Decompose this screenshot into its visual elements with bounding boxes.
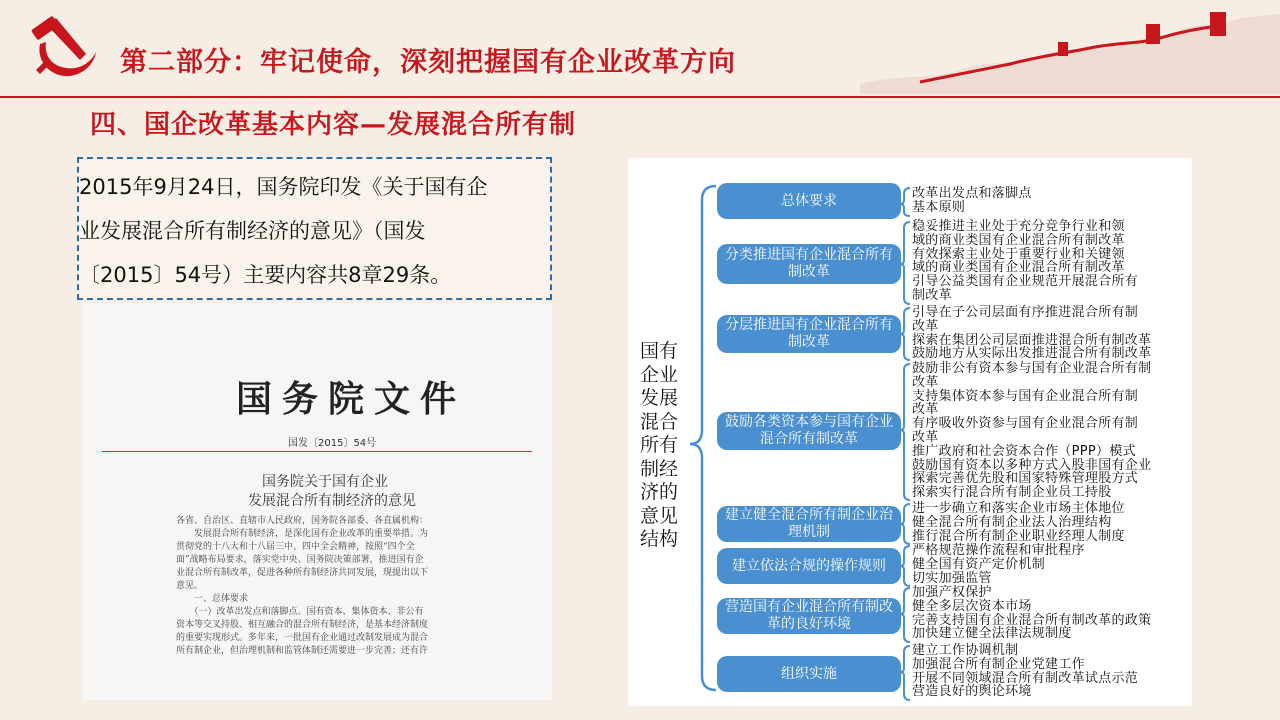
- list-item: 营造良好的舆论环境: [912, 684, 1032, 700]
- branch-items-rules: [912, 544, 1085, 585]
- list-item: 有序吸收外资参与国有企业混合所有制: [912, 416, 1139, 432]
- document-line: 资本等交叉持股、相互融合的混合所有制经济，是基本经济制度: [176, 620, 429, 630]
- list-item: 加快建立健全法律法规制度: [912, 626, 1072, 642]
- list-item: 改革: [912, 429, 939, 445]
- list-item: 加强混合所有制企业党建工作: [912, 656, 1085, 672]
- intro-line: 〔2015〕54号）主要内容共8章29条。: [79, 263, 452, 287]
- document-line: 贯彻党的十八大和十八届三中、四中全会精神，按照“四个全: [176, 542, 415, 552]
- list-item: 健全国有资产定价机制: [912, 556, 1046, 572]
- branch-items-overall: [912, 187, 1032, 215]
- list-item: 鼓励地方从实际出发推进混合所有制改革: [912, 346, 1152, 362]
- branch-label: 组织实施: [781, 665, 837, 682]
- branch-items-environment: [912, 586, 1151, 641]
- branch-items-capital: [912, 362, 1151, 500]
- document-title: 发展混合所有制经济的意见: [248, 493, 416, 509]
- document-line: 意见。: [176, 581, 204, 591]
- document-scan: [82, 303, 552, 700]
- branch-items-classified: [912, 220, 1138, 303]
- branch-label: 建立依法合规的操作规则: [732, 557, 886, 574]
- list-item: 改革: [912, 374, 939, 390]
- list-item: 域的商业类国有企业混合所有制改革: [912, 260, 1125, 276]
- list-item: 有效探索主业处于重要行业和关键领: [912, 246, 1125, 262]
- list-item: 开展不同领域混合所有制改革试点示范: [912, 670, 1139, 686]
- document-line: 各省、自治区、直辖市人民政府，国务院各部委、各直属机构：: [176, 516, 429, 526]
- list-item: 引导在子公司层面有序推进混合所有制: [912, 305, 1139, 320]
- document-line: 的重要实现形式。多年来，一批国有企业通过改制发展成为混合: [176, 633, 429, 643]
- mindmap-root-label: 国有企业发展混合所有制经济的意见结构: [640, 340, 679, 550]
- document-heading: 国务院文件: [236, 378, 467, 420]
- document-line: 一、总体要求: [176, 594, 249, 604]
- list-item: 进一步确立和落实企业市场主体地位: [912, 501, 1125, 516]
- list-item: 制改革: [912, 287, 952, 303]
- document-number: 国发〔2015〕54号: [288, 438, 377, 449]
- section-subtitle: 四、国企改革基本内容—发展混合所有制: [90, 110, 577, 140]
- list-item: 鼓励国有资本以多种方式入股非国有企业: [912, 457, 1152, 473]
- list-item: 切实加强监管: [912, 570, 992, 586]
- mindmap-branch-layered: [717, 315, 901, 353]
- header-divider: [0, 96, 1280, 98]
- branch-items-governance: [912, 502, 1125, 543]
- mindmap-branch-governance: [717, 506, 901, 542]
- list-item: 探索实行混合所有制企业员工持股: [912, 485, 1112, 501]
- intro-box: [77, 157, 552, 300]
- list-item: 引导公益类国有企业规范开展混合所有: [912, 274, 1139, 290]
- document-line: 业混合所有制改革，促进各种所有制经济共同发展，现提出以下: [176, 568, 429, 578]
- branch-label: 总体要求: [781, 192, 837, 209]
- mindmap-branch-rules: [717, 548, 901, 584]
- list-item: 稳妥推进主业处于充分竞争行业和领: [912, 219, 1125, 234]
- list-item: 改革: [912, 318, 939, 334]
- mindmap-branch-environment: [717, 598, 901, 634]
- mindmap-branch-classified: [717, 244, 901, 284]
- branch-label: 分类推进国有企业混合所有制改革: [725, 247, 893, 280]
- intro-line: 业发展混合所有制经济的意见》（国发: [79, 219, 426, 243]
- list-item: 改革: [912, 402, 939, 418]
- mindmap-branch-overall: [717, 183, 901, 219]
- list-item: 加强产权保护: [912, 585, 992, 600]
- page-title: 第二部分：牢记使命，深刻把握国有企业改革方向: [120, 47, 736, 78]
- document-line: （一）改革出发点和落脚点。国有资本、集体资本、非公有: [176, 607, 424, 617]
- document-line: 所有制企业，但治理机制和监管体制还需要进一步完善；还有许: [176, 646, 429, 656]
- list-item: 支持集体资本参与国有企业混合所有制: [912, 388, 1139, 404]
- mindmap-branch-capital: [717, 412, 901, 450]
- intro-line: 2015年9月24日，国务院印发《关于国有企: [79, 175, 488, 199]
- list-item: 建立工作协调机制: [912, 643, 1019, 658]
- mindmap-branch-implementation: [717, 656, 901, 692]
- document-body: [176, 515, 466, 658]
- list-item: 基本原则: [912, 199, 966, 215]
- branch-label: 营造国有企业混合所有制改革的良好环境: [725, 599, 893, 632]
- list-item: 鼓励非公有资本参与国有企业混合所有制: [912, 361, 1152, 376]
- list-item: 健全多层次资本市场: [912, 598, 1032, 614]
- great-wall-icon: [860, 4, 1280, 94]
- branch-items-implementation: [912, 644, 1138, 699]
- list-item: 探索完善优先股和国家特殊管理股方式: [912, 471, 1139, 487]
- document-line: 发展混合所有制经济，是深化国有企业改革的重要举措。为: [176, 529, 429, 539]
- intro-text: [79, 165, 549, 297]
- list-item: 推广政府和社会资本合作（PPP）模式: [912, 443, 1136, 459]
- branch-label: 鼓励各类资本参与国有企业混合所有制改革: [725, 414, 893, 447]
- list-item: 完善支持国有企业混合所有制改革的政策: [912, 612, 1152, 628]
- hammer-sickle-icon: [26, 14, 106, 84]
- document-line: 面”战略布局要求，落实党中央、国务院决策部署，推进国有企: [176, 555, 424, 565]
- mindmap-root: [640, 340, 690, 552]
- document-title: 国务院关于国有企业: [262, 474, 388, 490]
- list-item: 探索在集团公司层面推进混合所有制改革: [912, 332, 1152, 348]
- branch-items-layered: [912, 306, 1151, 361]
- list-item: 健全混合所有制企业法人治理结构: [912, 514, 1112, 530]
- list-item: 推行混合所有制企业职业经理人制度: [912, 528, 1125, 544]
- branch-label: 分层推进国有企业混合所有制改革: [725, 317, 893, 350]
- list-item: 域的商业类国有企业混合所有制改革: [912, 232, 1125, 248]
- branch-label: 建立健全混合所有制企业治理机制: [725, 507, 893, 540]
- list-item: 改革出发点和落脚点: [912, 186, 1032, 201]
- document-divider: [102, 451, 532, 452]
- list-item: 严格规范操作流程和审批程序: [912, 543, 1085, 558]
